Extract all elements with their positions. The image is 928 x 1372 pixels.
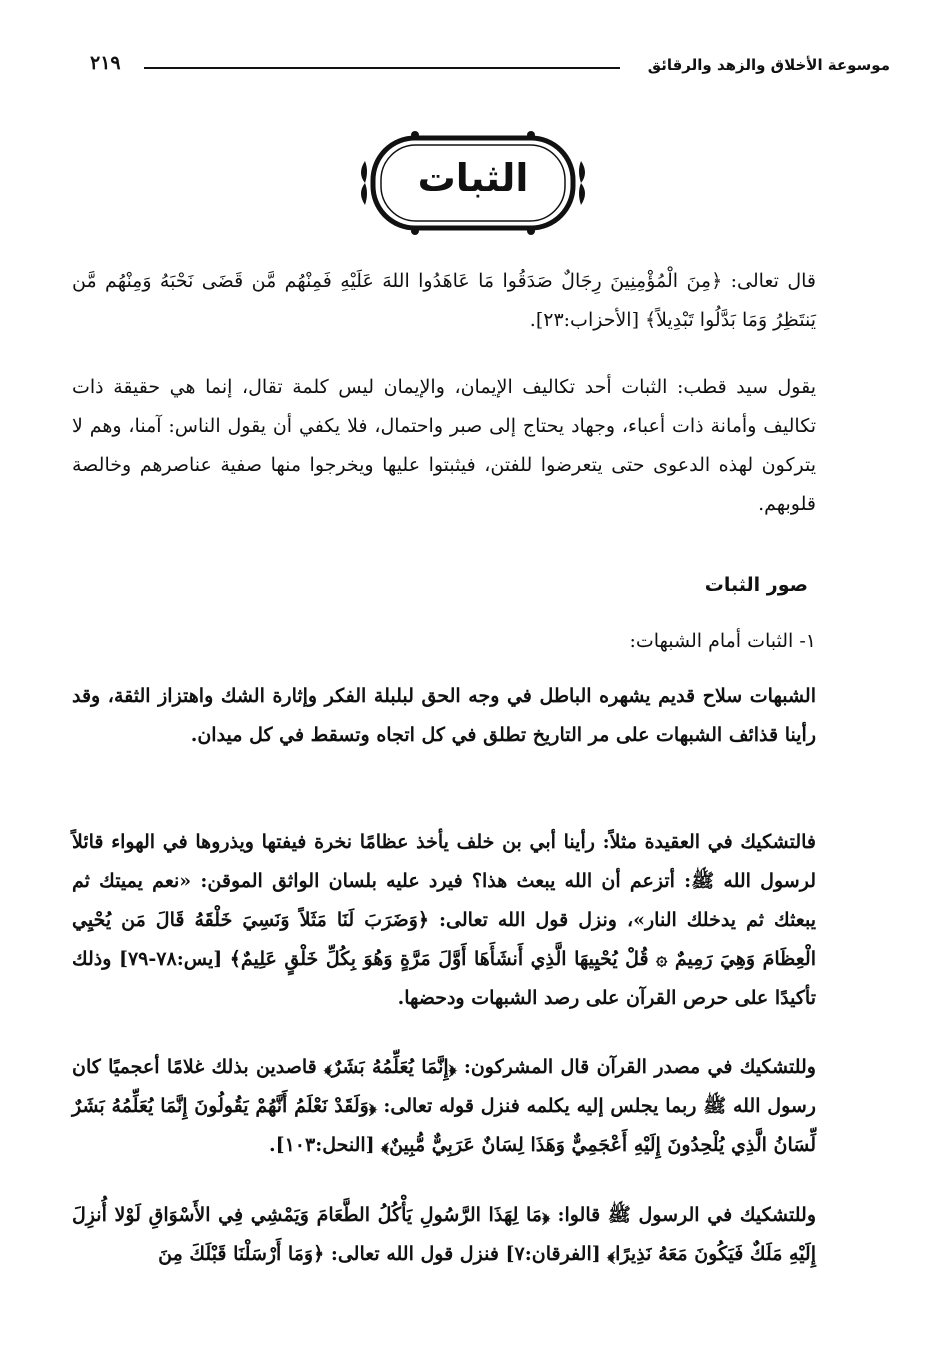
chapter-title-frame [355, 128, 591, 238]
header-rule [144, 67, 620, 69]
paragraph-sayyid-qutb: يقول سيد قطب: الثبات أحد تكاليف الإيمان، والإيمان ليس كلمة تقال، إنما هي حقيقة ذات تكاليف وأمانة ذات أعباء، وجهاد يحتاج إلى صبر واحتمال، فلا يكفي أن يقول الناس: آمنا، وهم لا يتركون لهذه الدعوى حتى يتعرضوا للفتن، فيثبتوا عليها ويخرجوا منها صفية عناصرهم وخالصة قلوبهم. [72, 376, 816, 515]
paragraph-aqeedah: فالتشكيك في العقيدة مثلاً: رأينا أبي بن خلف يأخذ عظامًا نخرة فيفتها ويذروها في الهواء قائلاً لرسول الله ﷺ: أتزعم أن الله يبعث هذا؟ فيرد عليه بلسان الواثق الموقن: «نعم يميتك ثم يبعثك ثم يدخلك النار»، ونزل قول الله تعالى: ﴿وَضَرَبَ لَنَا مَثَلاً وَنَسِيَ خَلْقَهُ قَالَ مَن يُحْيِي الْعِظَامَ وَهِيَ رَمِيمٌ ۞ قُلْ يُحْيِيهَا الَّذِي أَنشَأَهَا أَوَّلَ مَرَّةٍ وَهُوَ بِكُلِّ خَلْقٍ عَلِيمٌ﴾ [يس:٧٨-٧٩] وذلك تأكيدًا على حرص القرآن على رصد الشبهات ودحضها. [72, 831, 817, 1009]
subsection-heading: ١- الثبات أمام الشبهات: [629, 630, 816, 652]
book-title: موسوعة الأخلاق والزهد والرقائق [647, 56, 890, 74]
running-header [90, 52, 890, 82]
paragraph-rasul: وللتشكيك في الرسول ﷺ قالوا: ﴿مَا لِهَذَا الرَّسُولِ يَأْكُلُ الطَّعَامَ وَيَمْشِي فِي الأَسْوَاقِ لَوْلا أُنزِلَ إِلَيْهِ مَلَكٌ فَيَكُونَ مَعَهُ نَذِيرًا﴾ [الفرقان:٧] فنزل قول الله تعالى: ﴿وَمَا أَرْسَلْنَا قَبْلَكَ مِنَ [72, 1204, 816, 1265]
page-number: ٢١٩ [90, 52, 121, 74]
paragraph-quran-verse: قال تعالى: ﴿مِنَ الْمُؤْمِنِينَ رِجَالٌ صَدَقُوا مَا عَاهَدُوا اللهَ عَلَيْهِ فَمِنْهُم مَّن قَضَى نَحْبَهُ وَمِنْهُم مَّن يَنتَظِرُ وَمَا بَدَّلُوا تَبْدِيلاً﴾ [الأحزاب:٢٣]. [72, 270, 816, 331]
paragraph-quran-source: وللتشكيك في مصدر القرآن قال المشركون: ﴿إِنَّمَا يُعَلِّمُهُ بَشَرٌ﴾ قاصدين بذلك غلامًا أعجميًا كان رسول الله ﷺ ربما يجلس إليه يكلمه فنزل قوله تعالى: ﴿وَلَقَدْ نَعْلَمُ أَنَّهُمْ يَقُولُونَ إِنَّمَا يُعَلِّمُهُ بَشَرٌ لِّسَانُ الَّذِي يُلْحِدُونَ إِلَيْهِ أَعْجَمِيٌّ وَهَذَا لِسَانٌ عَرَبِيٌّ مُّبِينٌ﴾ [النحل:١٠٣]. [72, 1056, 816, 1156]
section-heading: صور الثبات [704, 574, 808, 596]
paragraph-shubuhat: الشبهات سلاح قديم يشهره الباطل في وجه الحق لبلبلة الفكر وإثارة الشك واهتزاز الثقة، وقد رأينا قذائف الشبهات على مر التاريخ تطلق في كل اتجاه وتسقط في كل ميدان. [72, 685, 816, 746]
chapter-title: الثبات [417, 156, 529, 200]
